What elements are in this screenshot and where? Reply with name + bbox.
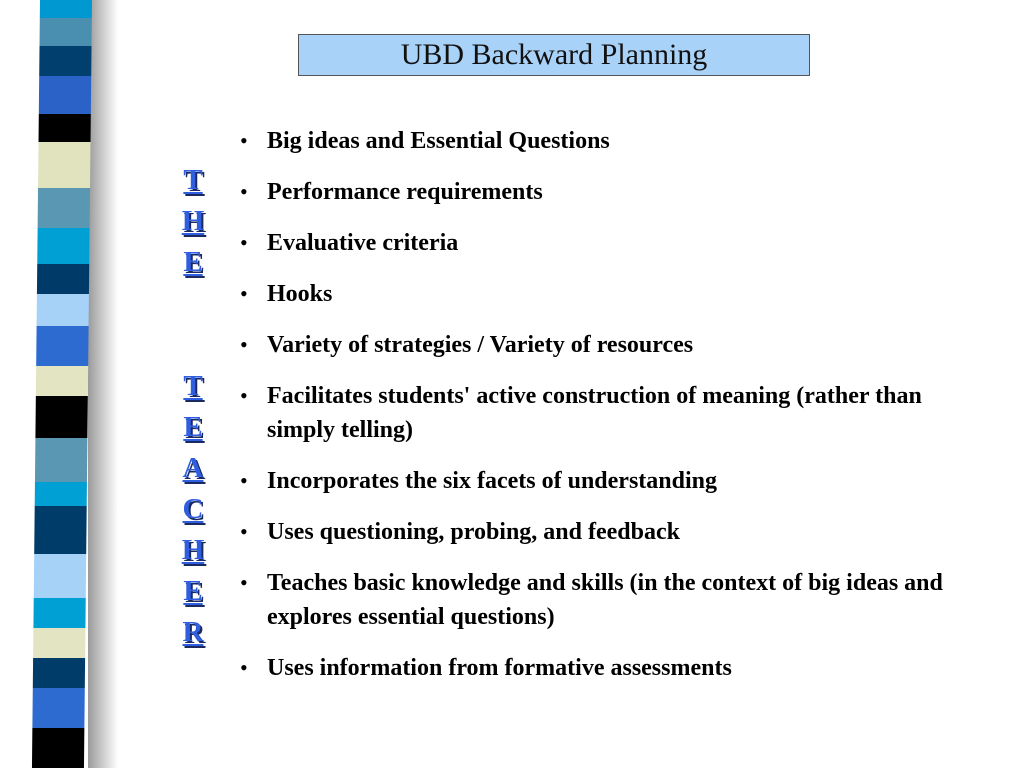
heading-letter: T xyxy=(183,370,203,402)
heading-letter: E xyxy=(183,411,203,443)
stripe-segment xyxy=(34,554,86,598)
bullet-list xyxy=(238,124,978,702)
stripe-segment xyxy=(34,506,87,554)
stripe-segment xyxy=(39,114,91,142)
stripe-segment xyxy=(35,396,87,438)
stripe-segment xyxy=(37,264,89,294)
stripe-segment xyxy=(40,18,92,46)
stripe-segment xyxy=(39,46,91,76)
slide-title-box xyxy=(298,34,810,76)
bullet-item: • Evaluative criteria xyxy=(238,226,978,260)
heading-letter: H xyxy=(181,534,205,566)
bullet-item: • Big ideas and Essential Questions xyxy=(238,124,978,158)
stripe-segment xyxy=(33,658,85,688)
stripe-segment xyxy=(39,76,91,114)
bullet-item: • Performance requirements xyxy=(238,175,978,209)
heading-letter: T xyxy=(183,164,203,196)
stripe-segment xyxy=(40,0,92,18)
stripe-segment xyxy=(36,366,88,396)
stripe-segment xyxy=(38,188,90,228)
stripe-segment xyxy=(37,294,89,326)
heading-letter: A xyxy=(182,452,204,484)
slide-title: UBD Backward Planning xyxy=(400,38,708,71)
vertical-heading-the xyxy=(170,160,216,283)
heading-letter: H xyxy=(181,205,205,237)
stripe-segment xyxy=(32,688,84,728)
heading-letter: C xyxy=(182,493,204,525)
stripe-shadow xyxy=(88,0,118,768)
stripe-segment xyxy=(32,728,84,768)
stripe-segment xyxy=(35,438,87,482)
stripe-segment xyxy=(37,228,89,264)
stripe-segment xyxy=(33,628,85,658)
stripe-segment xyxy=(36,326,88,366)
bullet-item: • Facilitates students' active construction of meaning (rather than simply telling) xyxy=(238,379,978,447)
vertical-heading-teacher xyxy=(170,366,216,653)
bullet-item: • Variety of strategies / Variety of resources xyxy=(238,328,978,362)
bullet-item: • Incorporates the six facets of understanding xyxy=(238,464,978,498)
bullet-item: • Uses questioning, probing, and feedback xyxy=(238,515,978,549)
stripe-segment xyxy=(33,598,85,628)
heading-letter: E xyxy=(183,246,203,278)
stripe-segment xyxy=(35,482,87,506)
heading-letter: R xyxy=(182,616,204,648)
heading-letter: E xyxy=(183,575,203,607)
bullet-item: • Teaches basic knowledge and skills (in the context of big ideas and explores essential questions) xyxy=(238,566,978,634)
bullet-item: • Uses information from formative assessments xyxy=(238,651,978,685)
decorative-stripe-band xyxy=(32,0,92,768)
bullet-item: • Hooks xyxy=(238,277,978,311)
stripe-segment xyxy=(38,142,90,188)
